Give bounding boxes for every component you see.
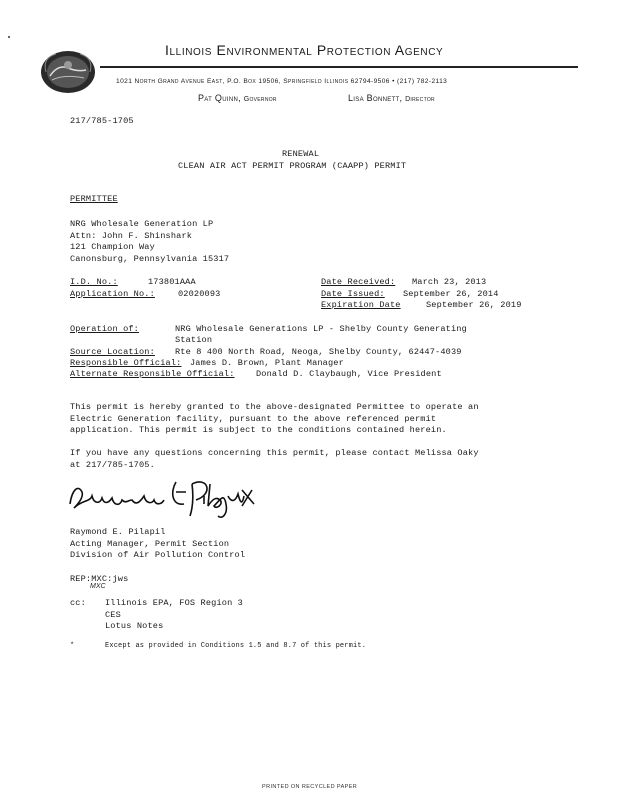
id-number-row xyxy=(70,277,118,287)
cc-item: Illinois EPA, FOS Region 3 xyxy=(105,598,243,608)
permit-title-caapp: CLEAN AIR ACT PERMIT PROGRAM (CAAPP) PERMIT xyxy=(178,161,407,171)
paragraph-line: This permit is hereby granted to the above-designated Permittee to operate an xyxy=(70,402,479,412)
letterhead-rule xyxy=(100,66,578,68)
paragraph-line: If you have any questions concerning this permit, please contact Melissa Oaky xyxy=(70,448,479,458)
paragraph-line: application. This permit is subject to the conditions contained herein. xyxy=(70,425,447,435)
scan-speck xyxy=(8,36,10,38)
governor xyxy=(198,93,277,103)
application-number-row xyxy=(70,289,155,299)
alternate-responsible-official-label: Alternate Responsible Official: xyxy=(70,369,235,379)
application-value: 02020093 xyxy=(178,289,221,299)
routing-initials: REP:MXC:jws xyxy=(70,574,129,584)
signatory-division: Division of Air Pollution Control xyxy=(70,550,246,560)
agency-name: Illinois Environmental Protection Agency xyxy=(165,42,444,58)
permit-title-renewal: RENEWAL xyxy=(282,149,320,159)
phone-number: 217/785-1705 xyxy=(70,116,134,126)
operation-value-continued: Station xyxy=(175,335,213,345)
date-received-label: Date Received: xyxy=(321,277,396,287)
cc-item: CES xyxy=(105,609,121,620)
paragraph-line: Electric Generation facility, pursuant to the above referenced permit xyxy=(70,413,437,424)
signatory-block xyxy=(70,527,245,562)
director xyxy=(348,93,435,103)
signatory-title: Acting Manager, Permit Section xyxy=(70,538,230,549)
signatory-name: Raymond E. Pilapil xyxy=(70,527,166,537)
grant-paragraph xyxy=(70,402,479,437)
agency-address: 1021 North Grand Avenue East, P.O. Box 19506, Springfield Illinois 62794-9506 • (217) 782-2113 xyxy=(116,78,448,85)
director-name: Lisa Bonnett, xyxy=(348,93,403,103)
footnote-marker: * xyxy=(70,642,75,650)
recycled-paper-footer: PRINTED ON RECYCLED PAPER xyxy=(262,784,358,790)
expiration-date-value: September 26, 2019 xyxy=(426,300,522,310)
handwritten-signature xyxy=(64,470,264,526)
date-received-value: March 23, 2013 xyxy=(412,277,487,287)
director-title: Director xyxy=(405,96,435,103)
illinois-epa-seal-logo xyxy=(38,48,98,96)
handwritten-initials: MXC xyxy=(90,583,106,590)
governor-name: Pat Quinn, xyxy=(198,93,241,103)
permittee-address-block xyxy=(70,219,229,265)
footnote-text: Except as provided in Conditions 1.5 and 8.7 of this permit. xyxy=(105,642,367,650)
responsible-official-value: James D. Brown, Plant Manager xyxy=(190,358,344,368)
id-label: I.D. No.: xyxy=(70,277,118,287)
expiration-date-label: Expiration Date xyxy=(321,300,401,310)
governor-title: Governor xyxy=(243,96,277,103)
application-label: Application No.: xyxy=(70,289,155,299)
cc-list xyxy=(105,598,243,633)
permittee-line: 121 Champion Way xyxy=(70,242,155,252)
paragraph-line: at 217/785-1705. xyxy=(70,459,155,470)
cc-item: Lotus Notes xyxy=(105,621,164,631)
cc-label: cc: xyxy=(70,598,86,608)
source-location-value: Rte 8 400 North Road, Neoga, Shelby County, 62447-4039 xyxy=(175,347,462,357)
contact-paragraph xyxy=(70,448,479,471)
date-issued-value: September 26, 2014 xyxy=(403,289,499,299)
responsible-official-label: Responsible Official: xyxy=(70,358,182,368)
permittee-line: Canonsburg, Pennsylvania 15317 xyxy=(70,253,230,264)
source-location-label: Source Location: xyxy=(70,347,155,357)
operation-label: Operation of: xyxy=(70,324,139,334)
permittee-line: NRG Wholesale Generation LP xyxy=(70,219,214,229)
id-value: 173801AAA xyxy=(148,277,196,287)
permittee-line: Attn: John F. Shinshark xyxy=(70,230,193,241)
date-issued-label: Date Issued: xyxy=(321,289,385,299)
permittee-label: PERMITTEE xyxy=(70,194,118,204)
operation-value: NRG Wholesale Generations LP - Shelby County Generating xyxy=(175,324,467,334)
alternate-responsible-official-value: Donald D. Claybaugh, Vice President xyxy=(256,369,442,379)
